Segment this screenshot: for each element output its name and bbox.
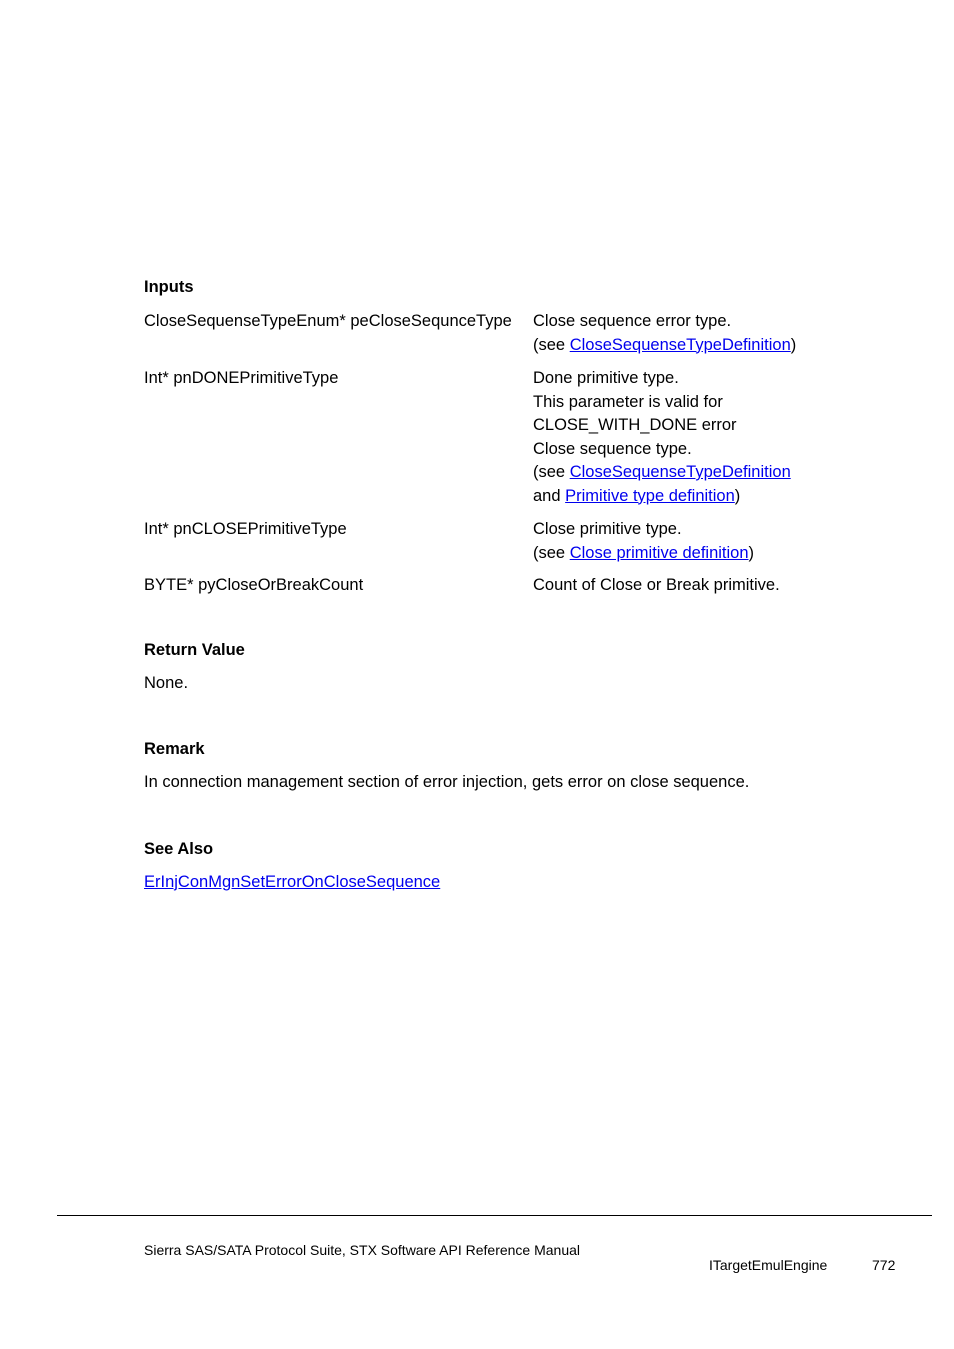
- desc-line: This parameter is valid for: [533, 392, 723, 411]
- remark-heading: Remark: [144, 740, 205, 758]
- footer-divider: [57, 1215, 932, 1216]
- footer-manual-title: Sierra SAS/SATA Protocol Suite, STX Software API Reference Manual: [144, 1242, 581, 1258]
- desc-done-primitive-type: [533, 367, 791, 508]
- remark-text: In connection management section of error injection, gets error on close sequence.: [144, 773, 750, 791]
- close-sequense-type-definition-link[interactable]: CloseSequenseTypeDefinition: [569, 463, 791, 481]
- see-prefix: (see: [533, 335, 570, 354]
- inputs-heading: Inputs: [144, 278, 194, 296]
- return-value-text: None.: [144, 674, 189, 692]
- param-close-or-break-count: BYTE* pyCloseOrBreakCount: [144, 576, 364, 594]
- primitive-type-definition-link[interactable]: Primitive type definition: [565, 486, 735, 505]
- param-close-sequence-type: CloseSequenseTypeEnum* peCloseSequnceType: [144, 312, 512, 330]
- see-suffix: ): [790, 335, 797, 354]
- param-close-primitive-type: Int* pnCLOSEPrimitiveType: [144, 520, 347, 538]
- desc-and-line: [533, 485, 791, 509]
- footer-section: ITargetEmulEngine: [709, 1257, 828, 1273]
- see-also-heading: See Also: [144, 840, 214, 858]
- close-primitive-definition-link[interactable]: Close primitive definition: [569, 543, 749, 562]
- close-sequense-type-definition-link[interactable]: CloseSequenseTypeDefinition: [569, 335, 791, 354]
- desc-close-or-break-count: Count of Close or Break primitive.: [533, 576, 780, 594]
- see-prefix: (see: [533, 463, 570, 481]
- desc-see-line: [533, 334, 796, 358]
- desc-close-sequence-type: [533, 310, 796, 357]
- desc-line: Close primitive type.: [533, 520, 682, 538]
- desc-line: CLOSE_WITH_DONE error: [533, 416, 737, 434]
- desc-line: Done primitive type.: [533, 369, 679, 387]
- param-done-primitive-type: Int* pnDONEPrimitiveType: [144, 369, 339, 387]
- see-also-link[interactable]: ErInjConMgnSetErrorOnCloseSequence: [144, 873, 441, 891]
- see-suffix: ): [734, 486, 741, 505]
- desc-line: Close sequence error type.: [533, 312, 732, 330]
- see-suffix: ): [748, 543, 755, 562]
- and-text: and: [533, 486, 566, 505]
- footer-page-number: 772: [872, 1257, 896, 1273]
- see-prefix: (see: [533, 543, 570, 562]
- desc-see-line: [533, 542, 754, 566]
- desc-close-primitive-type: [533, 518, 754, 565]
- return-value-heading: Return Value: [144, 641, 245, 659]
- desc-line: Close sequence type.: [533, 439, 692, 458]
- desc-see-line: [533, 461, 791, 485]
